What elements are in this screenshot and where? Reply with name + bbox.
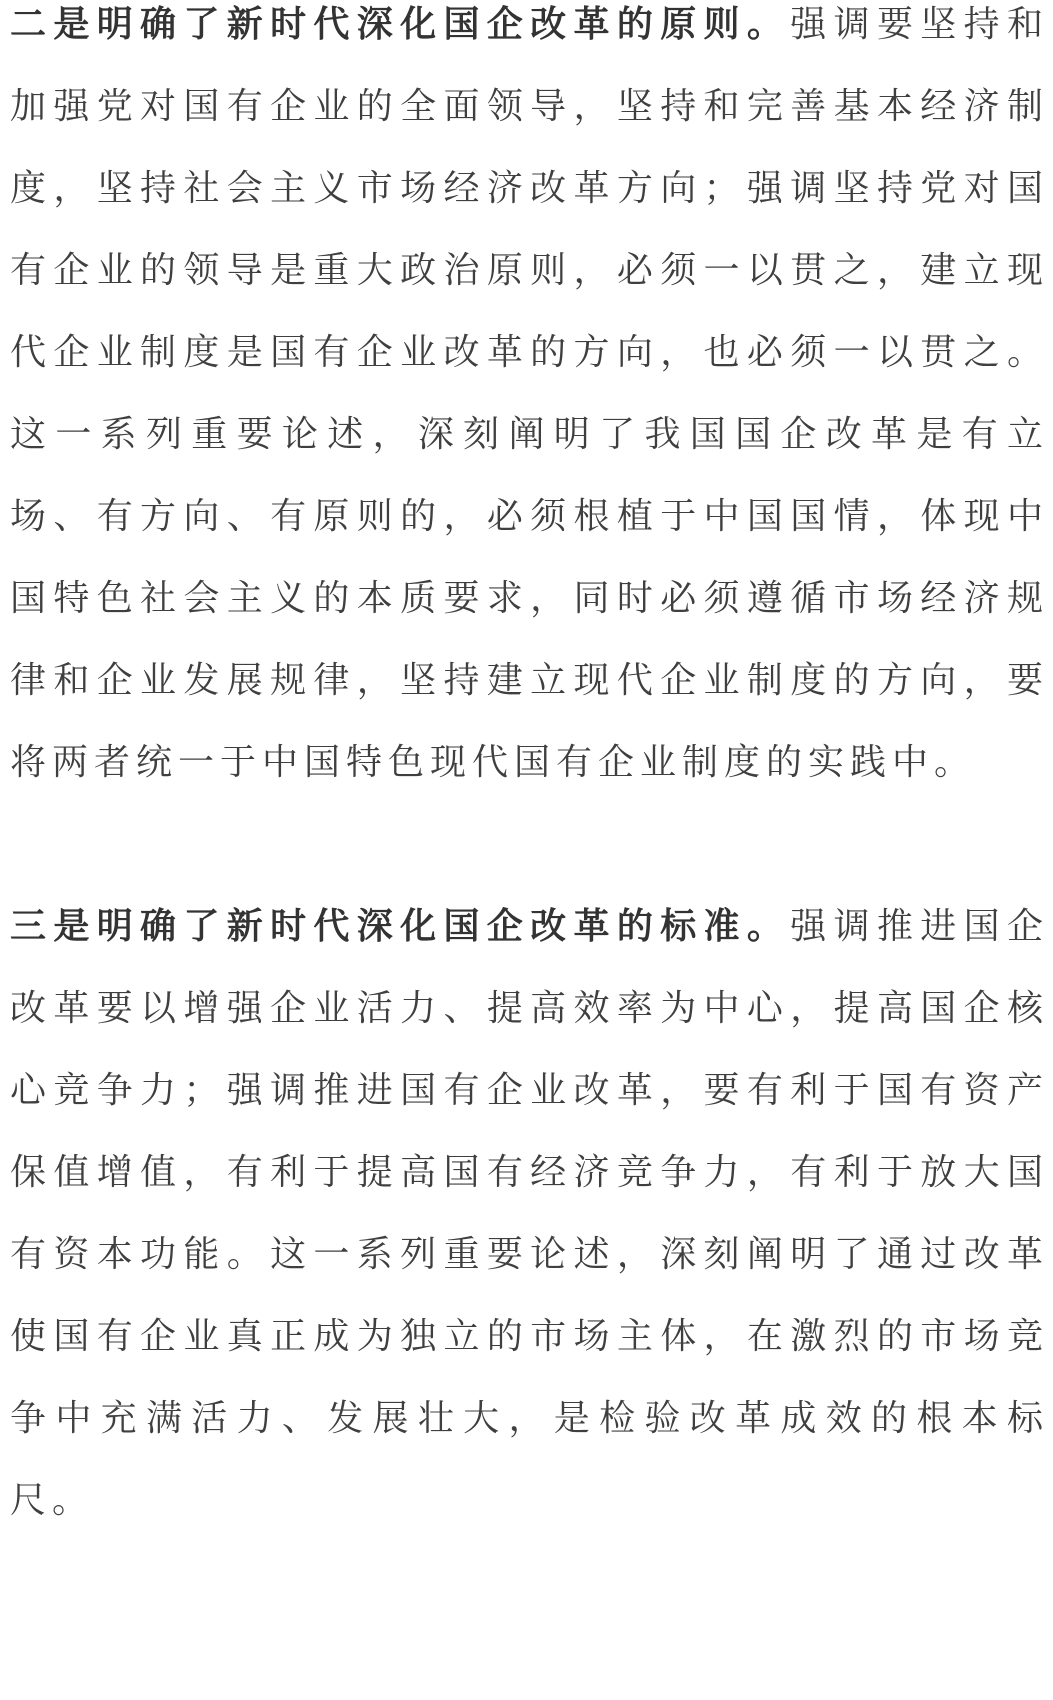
paragraph-body-standards: 强调推进国企改革要以增强企业活力、提高效率为中心，提高国企核心竞争力；强调推进国有企业改革，要有利于国有资产保值增值，有利于提高国有经济竞争力，有利于放大国有资本功能。这一系列重要论述，深刻阐明了通过改革使国有企业真正成为独立的市场主体，在激烈的市场竞争中充满活力、发展壮大，是检验改革成效的根本标尺。 <box>10 906 1049 1521</box>
paragraph-body-principles: 强调要坚持和加强党对国有企业的全面领导，坚持和完善基本经济制度，坚持社会主义市场经济改革方向；强调坚持党对国有企业的领导是重大政治原则，必须一以贯之，建立现代企业制度是国有企业改革的方向，也必须一以贯之。这一系列重要论述，深刻阐明了我国国企改革是有立场、有方向、有原则的，必须根植于中国国情，体现中国特色社会主义的本质要求，同时必须遵循市场经济规律和企业发展规律，坚持建立现代企业制度的方向，要将两者统一于中国特色现代国有企业制度的实践中。 <box>10 4 1049 783</box>
paragraph-lead-principles: 二是明确了新时代深化国企改革的原则。 <box>10 4 791 45</box>
paragraph-principles <box>10 0 1049 804</box>
paragraph-lead-standards: 三是明确了新时代深化国企改革的标准。 <box>10 906 791 947</box>
paragraph-standards <box>10 886 1049 1542</box>
